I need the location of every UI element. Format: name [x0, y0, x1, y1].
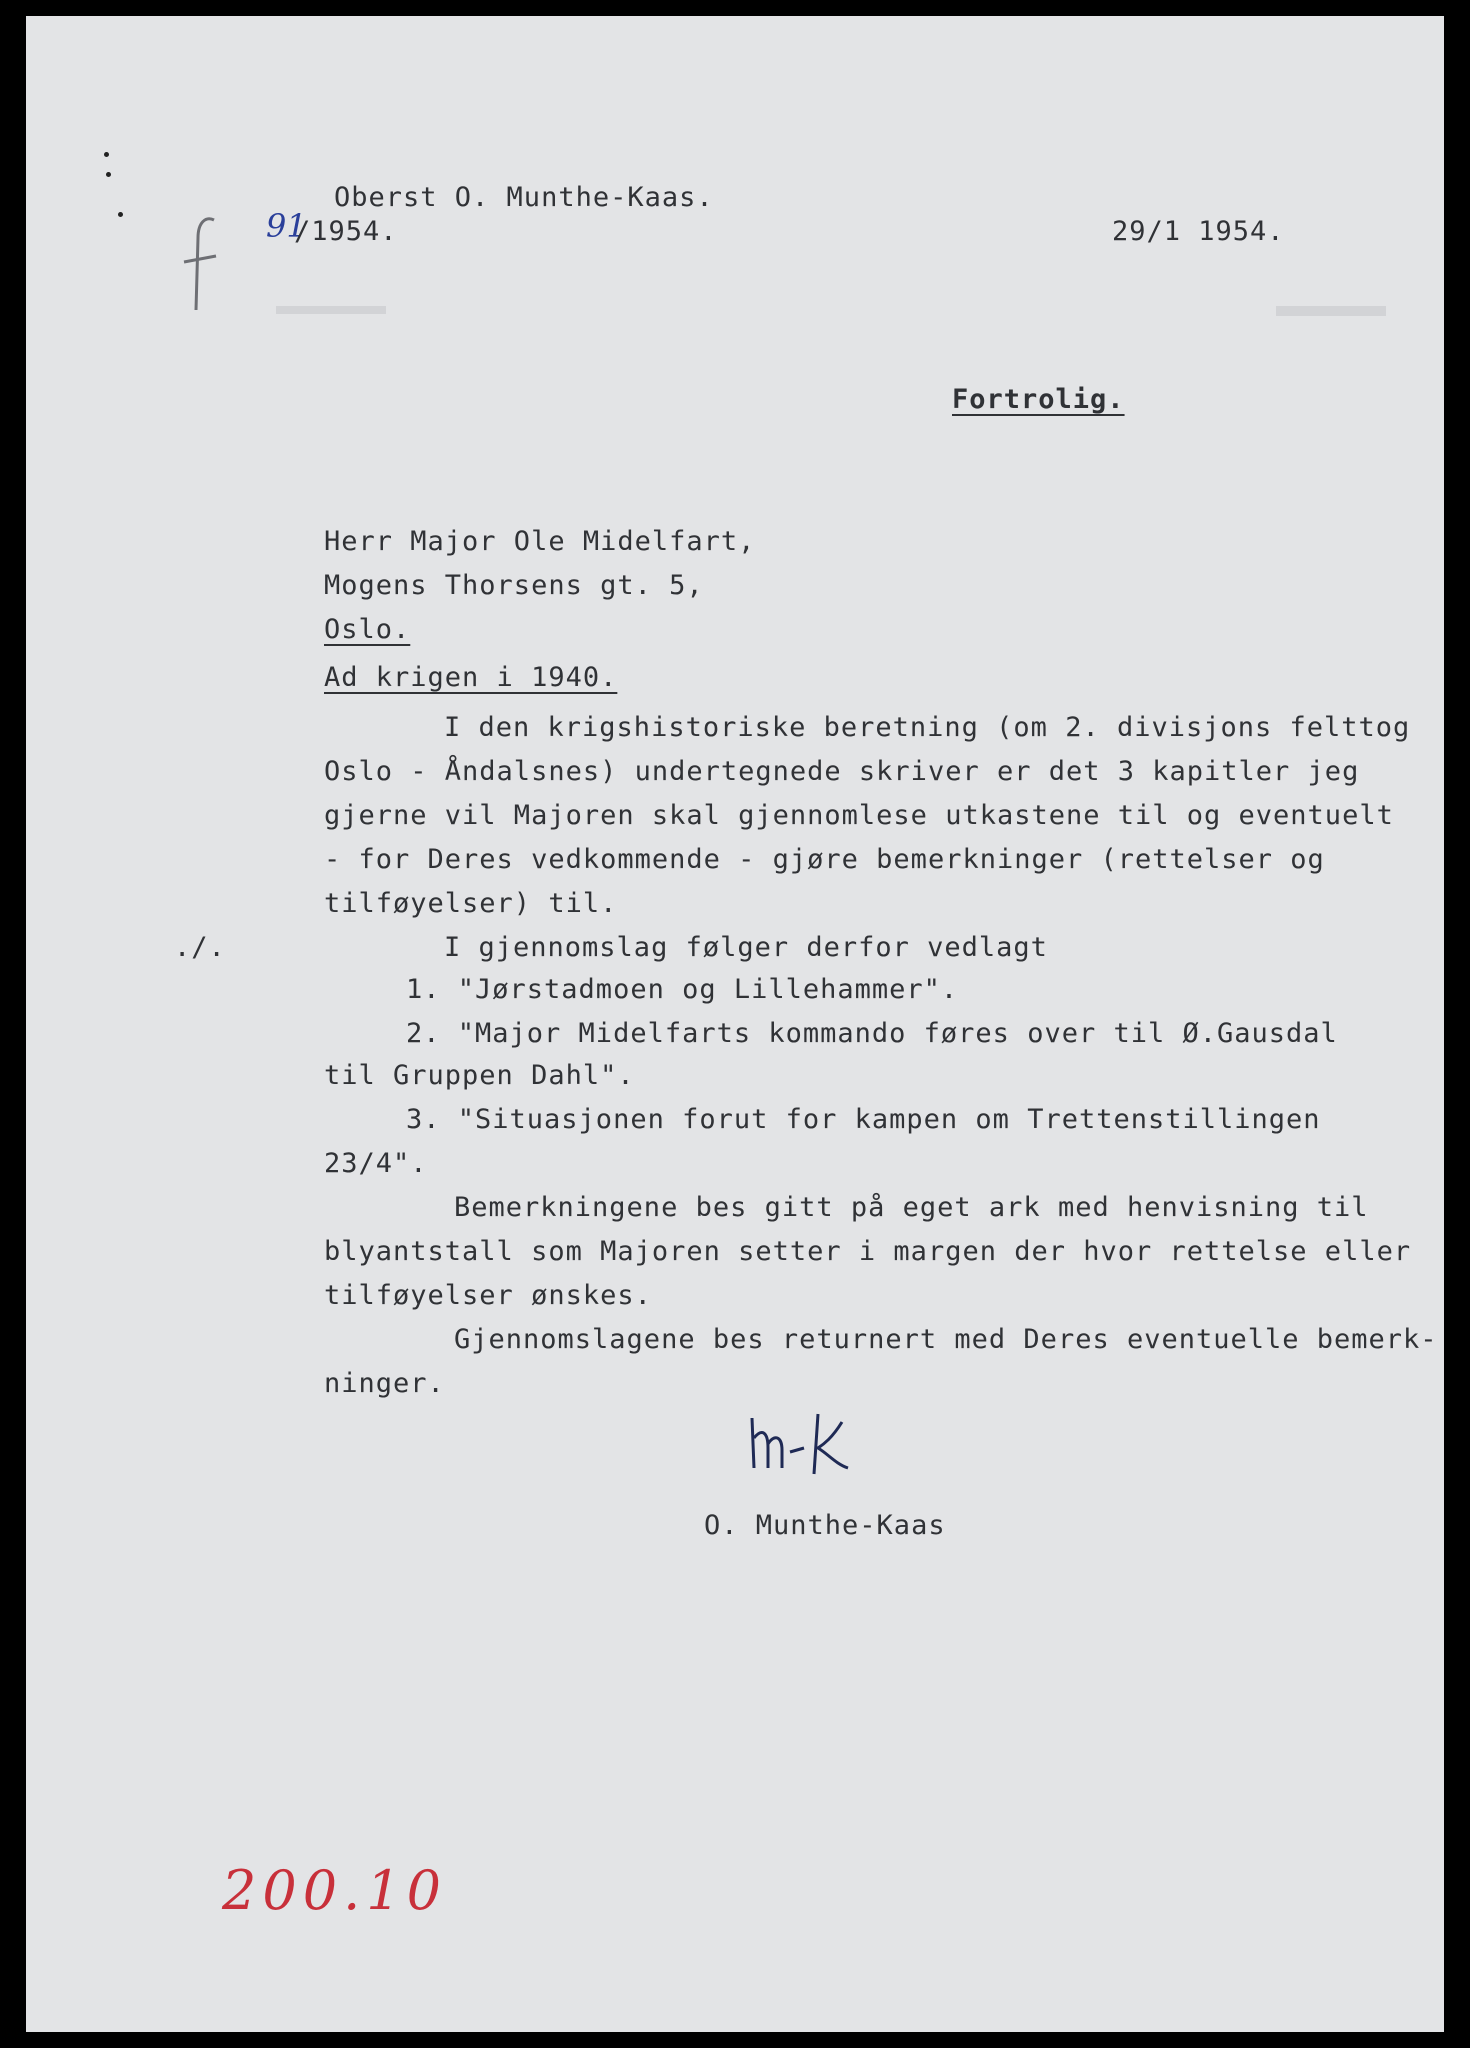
paper-smudge	[1276, 306, 1386, 316]
recipient-name: Herr Major Ole Midelfart,	[324, 526, 756, 557]
attachment-item: 1. "Jørstadmoen og Lillehammer".	[406, 974, 959, 1005]
document-page	[26, 16, 1444, 2032]
classification-label: Fortrolig.	[952, 384, 1125, 415]
body-line: tilføyelser ønskes.	[324, 1280, 652, 1311]
handwritten-f-mark	[176, 212, 236, 322]
body-line: Bemerkningene bes gitt på eget ark med henvisning til	[454, 1192, 1369, 1223]
body-line: I gjennomslag følger derfor vedlagt	[444, 932, 1048, 963]
handwritten-red-number: 200.10	[222, 1859, 447, 1922]
punch-dot	[118, 212, 123, 217]
body-line: Gjennomslagene bes returnert med Deres eventuelle bemerk-	[454, 1324, 1438, 1355]
sender-line: Oberst O. Munthe-Kaas.	[334, 182, 714, 213]
body-line: Oslo - Åndalsnes) undertegnede skriver er det 3 kapitler jeg	[324, 756, 1360, 787]
subject-line: Ad krigen i 1940.	[324, 662, 618, 693]
letter-date: 29/1 1954.	[1112, 216, 1285, 247]
handwritten-signature	[744, 1408, 864, 1488]
attachment-item: 3. "Situasjonen forut for kampen om Trettenstillingen	[406, 1104, 1321, 1135]
body-line: gjerne vil Majoren skal gjennomlese utkastene til og eventuelt	[324, 800, 1394, 831]
handwritten-ref-number: 91	[266, 207, 307, 245]
margin-attachment-mark: ./.	[174, 932, 226, 963]
body-line: I den krigshistoriske beretning (om 2. divisjons felttog	[444, 712, 1411, 743]
body-line: ninger.	[324, 1368, 445, 1399]
typed-signature-name: O. Munthe-Kaas	[704, 1510, 946, 1541]
punch-dot	[104, 152, 109, 157]
attachment-item-cont: 23/4".	[324, 1148, 428, 1179]
body-line: blyantstall som Majoren setter i margen der hvor rettelse eller	[324, 1236, 1412, 1267]
body-line: - for Deres vedkommende - gjøre bemerkninger (rettelser og	[324, 844, 1325, 875]
recipient-city: Oslo.	[324, 614, 411, 645]
recipient-street: Mogens Thorsens gt. 5,	[324, 570, 704, 601]
attachment-item-cont: til Gruppen Dahl".	[324, 1060, 635, 1091]
paper-smudge	[276, 306, 386, 314]
attachment-item: 2. "Major Midelfarts kommando føres over til Ø.Gausdal	[406, 1018, 1338, 1049]
punch-dot	[106, 172, 111, 177]
reference-year: /1954.	[294, 216, 398, 247]
body-line: tilføyelser) til.	[324, 888, 618, 919]
